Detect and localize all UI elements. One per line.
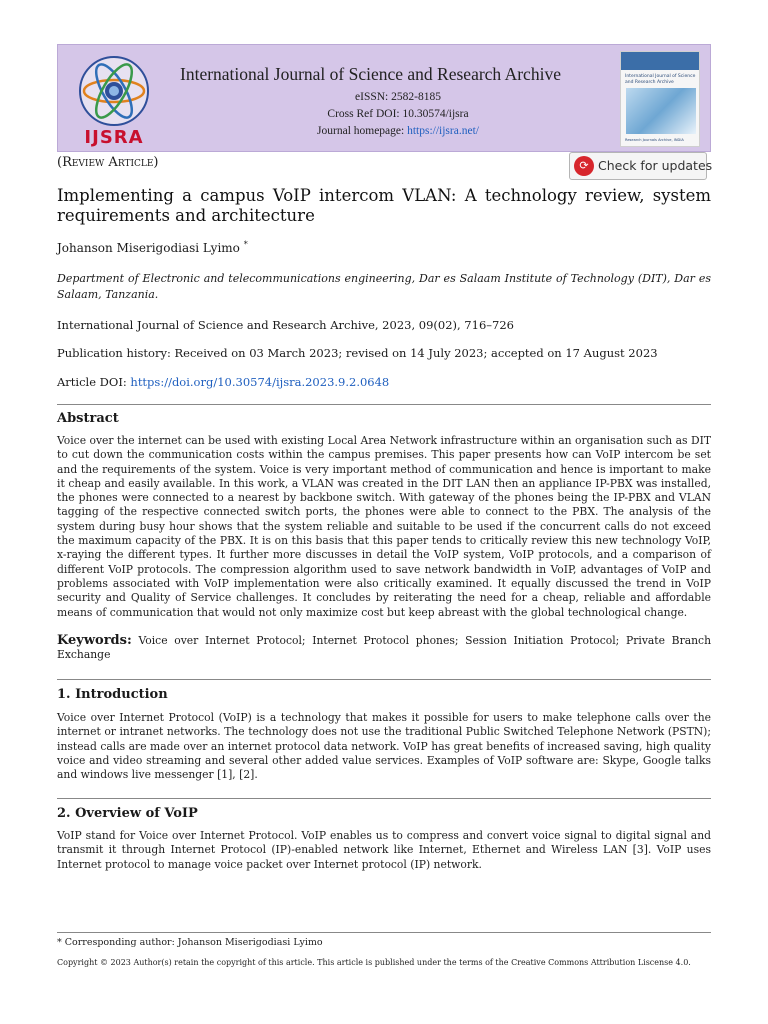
journal-cover-thumbnail xyxy=(620,51,700,147)
check-for-updates-label: Check for updates xyxy=(598,158,713,173)
introduction-heading: 1. Introduction xyxy=(57,687,168,702)
article-doi xyxy=(57,375,711,389)
publication-history: Publication history: Received on 03 March 2023; revised on 14 July 2023; accepted on 17 August 2023 xyxy=(57,346,658,360)
doi-link[interactable]: https://doi.org/10.30574/ijsra.2023.9.2.0648 xyxy=(130,375,390,389)
journal-homepage xyxy=(288,125,508,137)
overview-text: VoIP stand for Voice over Internet Protocol. VoIP enables us to compress and convert voice signal to digital signal and transmit it through Internet Protocol (IP)-enabled network like Internet, Ethernet and Wireless LAN [3]. VoIP uses Internet protocol to manage voice packet over Internet protocol (IP) network. xyxy=(57,829,711,871)
journal-header-banner xyxy=(57,44,711,152)
author-name: Johanson Miserigodiasi Lyimo xyxy=(57,241,240,255)
copyright-notice: Copyright © 2023 Author(s) retain the copyright of this article. This article is published under the terms of the Creative Commons Attribution Liscense 4.0. xyxy=(57,958,691,967)
author-line xyxy=(57,240,711,255)
check-for-updates-button[interactable] xyxy=(569,152,713,180)
abstract-heading: Abstract xyxy=(57,411,119,426)
footnote-divider xyxy=(57,932,711,933)
homepage-label: Journal homepage: xyxy=(317,125,408,137)
divider xyxy=(57,798,711,799)
keywords-label: Keywords: xyxy=(57,633,132,648)
citation: International Journal of Science and Research Archive, 2023, 09(02), 716–726 xyxy=(57,318,514,332)
cover-strip xyxy=(621,52,699,70)
cover-image xyxy=(626,88,696,134)
journal-crossref: Cross Ref DOI: 10.30574/ijsra xyxy=(327,108,469,120)
keywords xyxy=(57,634,711,663)
divider xyxy=(57,404,711,405)
overview-heading: 2. Overview of VoIP xyxy=(57,806,198,821)
update-badge-icon: ⟳ xyxy=(574,156,594,176)
introduction-text: Voice over Internet Protocol (VoIP) is a technology that makes it possible for users to make telephone calls over the internet or intranet networks. The technology does not use the traditional Public Switched Telephone Network (PSTN); instead calls are made over an internet protocol data network. VoIP has great benefits of increased saving, high quality voice and video streaming and several other added value services. Examples of VoIP software are: Skype, Google talks and windows live messenger [1], [2]. xyxy=(57,711,711,782)
abstract-text: Voice over the internet can be used with existing Local Area Network infrastructure within an organisation such as DIT to cut down the communication costs within the campus premises. This paper presents how can VoIP intercom be set and the requirements of the system. Voice is very important method of communication and hence is important to make it cheap and easily available. In this work, a VLAN was created in the DIT LAN then an appliance IP-PBX was installed, the phones were connected to a nearest by backbone switch. With gateway of the phones being the IP-PBX and VLAN tagging of the respective connected switch ports, the phones were able to connect to the PBX. The analysis of the system during busy hour shows that the system reliable and suitable to be used if the concurrent calls do not exceed the maximum capacity of the PBX. It is on this basis that this paper tends to critically review this new technology VoIP, x-raying the different types. It further more discusses in detail the VoIP system, VoIP protocols, and a comparison of different VoIP protocols. The compression algorithm used to save network bandwidth in VoIP, advantages of VoIP and problems associated with VoIP implementation were also critically examined. It equally discussed the trend in VoIP security and Quality of Service challenges. It concludes by reiterating the need for a cheap, reliable and affordable means of communication that would not only maximize cost but keep abreast with the global technological change. xyxy=(57,434,711,619)
paper-page xyxy=(57,0,711,1024)
journal-eissn: eISSN: 2582-8185 xyxy=(355,91,441,103)
author-affiliation: Department of Electronic and telecommunications engineering, Dar es Salaam Institute of Technology (DIT), Dar es Salaam, Tanzania. xyxy=(57,272,711,301)
journal-title: International Journal of Science and Research Archive xyxy=(180,64,561,84)
article-title: Implementing a campus VoIP intercom VLAN: A technology review, system requirements and architecture xyxy=(57,186,711,225)
keywords-text: Voice over Internet Protocol; Internet Protocol phones; Session Initiation Protocol; Private Branch Exchange xyxy=(57,634,712,662)
homepage-link[interactable]: https://ijsra.net/ xyxy=(407,125,479,137)
cover-footer: Research Journals Archive, INDIA xyxy=(625,138,684,142)
corresponding-author-footnote: * Corresponding author: Johanson Miserigodiasi Lyimo xyxy=(57,937,323,948)
journal-logo-text: IJSRA xyxy=(84,127,144,148)
article-type: (Review Article) xyxy=(57,155,159,170)
cover-title: International Journal of Science and Research Archive xyxy=(625,74,696,85)
author-mark: * xyxy=(243,240,248,249)
doi-label: Article DOI: xyxy=(57,375,131,389)
divider xyxy=(57,679,711,680)
